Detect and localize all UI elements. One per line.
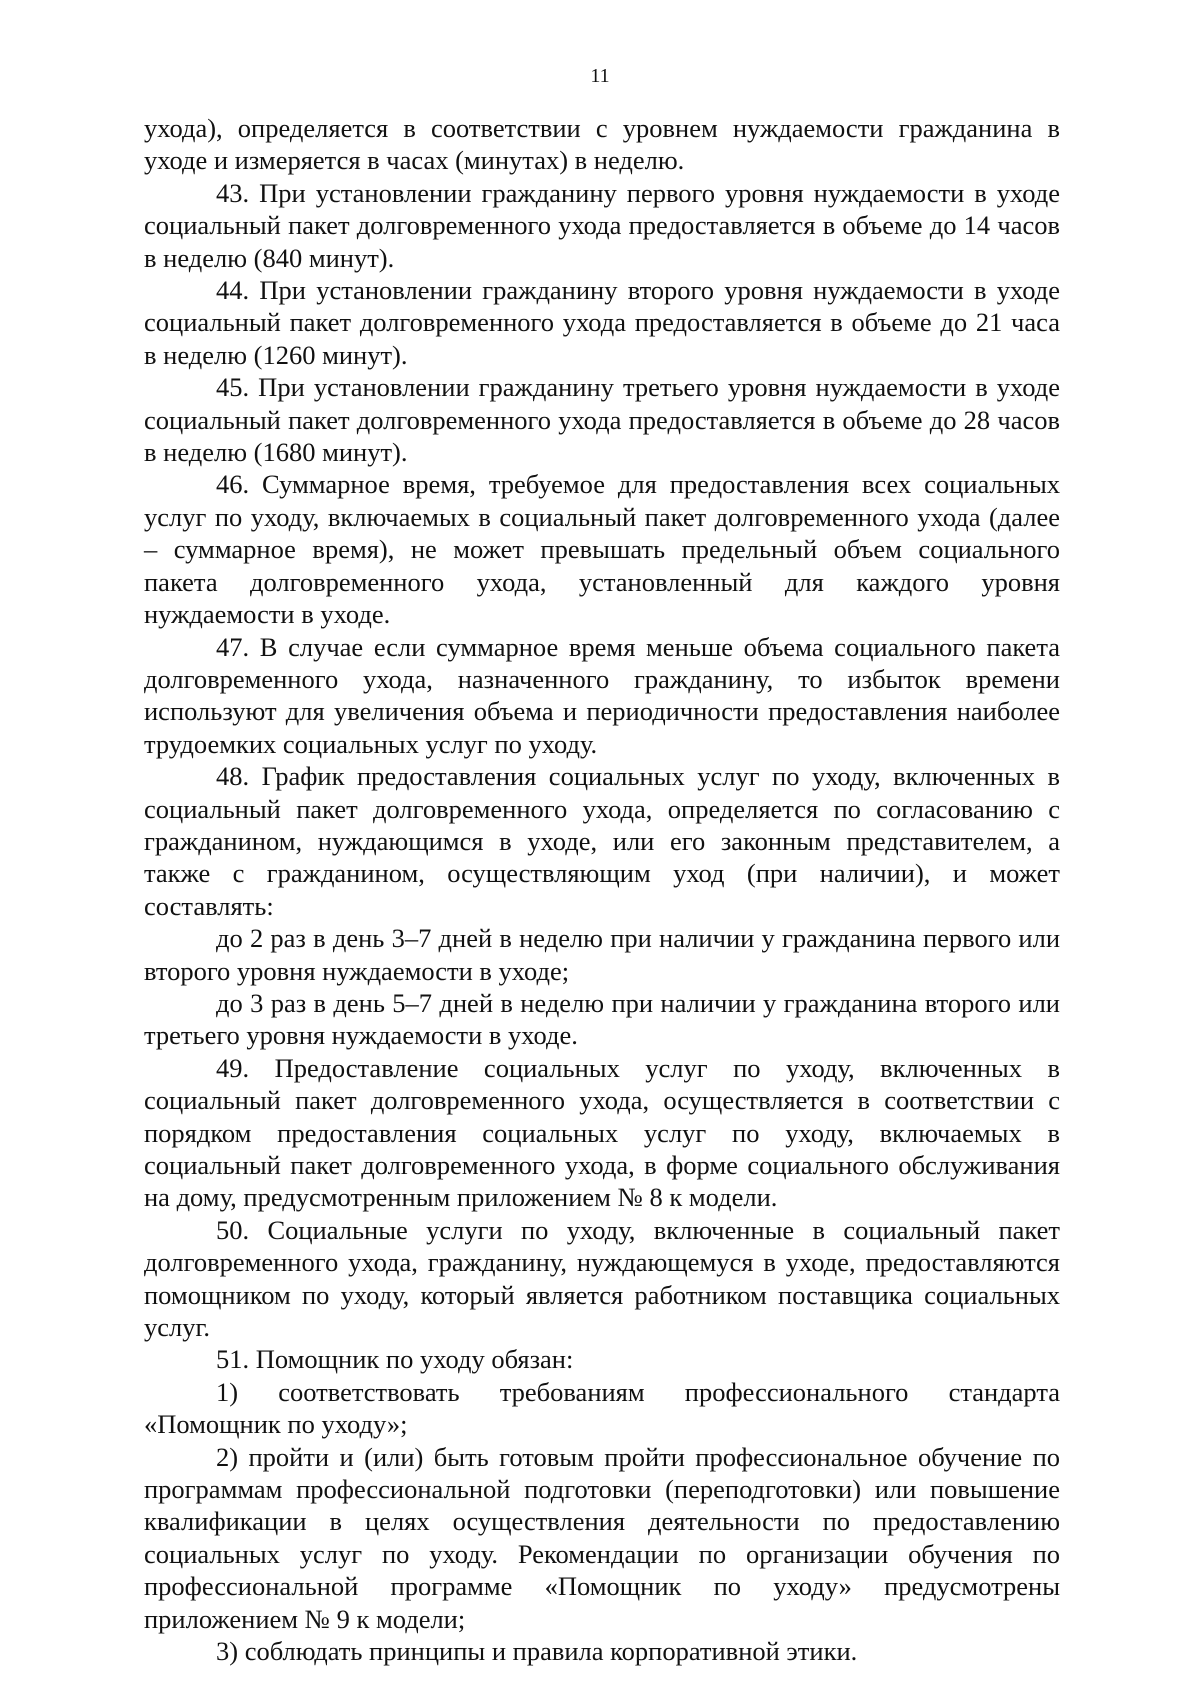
paragraph-44: 44. При установлении гражданину второго уровня нуждаемости в уходе социальный пакет долговременного ухода предоставляется в объеме до 21 часа в неделю (1260 минут). [144, 275, 1060, 370]
paragraph-48-option-2: до 3 раз в день 5–7 дней в неделю при наличии у гражданина второго или третьего уровня нуждаемости в уходе. [144, 987, 1060, 1051]
paragraph-50: 50. Социальные услуги по уходу, включенные в социальный пакет долговременного ухода, гражданину, нуждающемуся в уходе, предоставляются помощником по уходу, который является работником поставщика социальных услуг. [144, 1214, 1060, 1343]
paragraph-51-item-1: 1) соответствовать требованиям профессионального стандарта «Помощник по уходу»; [144, 1376, 1060, 1440]
paragraph-51-item-3: 3) соблюдать принципы и правила корпоративной этики. [216, 1636, 858, 1667]
paragraph-51-item-2: 2) пройти и (или) быть готовым пройти профессиональное обучение по программам профессиональной подготовки (переподготовки) или повышение квалификации в целях осуществления деятельности по предоставлению социальных услуг по уходу. Рекомендации по организации обучения по профессиональной программе «Помощник по уходу» предусмотрены приложением № 9 к модели; [144, 1441, 1060, 1634]
paragraph-43: 43. При установлении гражданину первого уровня нуждаемости в уходе социальный пакет долговременного ухода предоставляется в объеме до 14 часов в неделю (840 минут). [144, 177, 1060, 273]
page-number: 11 [590, 65, 610, 87]
paragraph-45: 45. При установлении гражданину третьего уровня нуждаемости в уходе социальный пакет долговременного ухода предоставляется в объеме до 28 часов в неделю (1680 минут). [144, 372, 1060, 468]
paragraph-51: 51. Помощник по уходу обязан: [216, 1344, 574, 1375]
paragraph-48-option-1: до 2 раз в день 3–7 дней в неделю при наличии у гражданина первого или второго уровня нуждаемости в уходе; [144, 923, 1060, 986]
document-body [144, 112, 1060, 1668]
paragraph-continuation: ухода), определяется в соответствии с уровнем нуждаемости гражданина в уходе и измеряется в часах (минутах) в неделю. [144, 113, 1060, 176]
paragraph-47: 47. В случае если суммарное время меньше объема социального пакета долговременного ухода, назначенного гражданину, то избыток времени используют для увеличения объема и периодичности предоставления наиболее трудоемких социальных услуг по уходу. [144, 631, 1060, 759]
paragraph-46: 46. Суммарное время, требуемое для предоставления всех социальных услуг по уходу, включаемых в социальный пакет долговременного ухода (далее – суммарное время), не может превышать предельный объем социального пакета долговременного ухода, установленный для каждого уровня нуждаемости в уходе. [144, 469, 1060, 630]
paragraph-48: 48. График предоставления социальных услуг по уходу, включенных в социальный пакет долговременного ухода, определяется по согласованию с гражданином, нуждающимся в уходе, или его законным представителем, а также с гражданином, осуществляющим уход (при наличии), и может составлять: [144, 761, 1060, 921]
paragraph-49: 49. Предоставление социальных услуг по уходу, включенных в социальный пакет долговременного ухода, осуществляется в соответствии с порядком предоставления социальных услуг по уходу, включаемых в социальный пакет долговременного ухода, в форме социального обслуживания на дому, предусмотренным приложением № 8 к модели. [144, 1052, 1060, 1213]
